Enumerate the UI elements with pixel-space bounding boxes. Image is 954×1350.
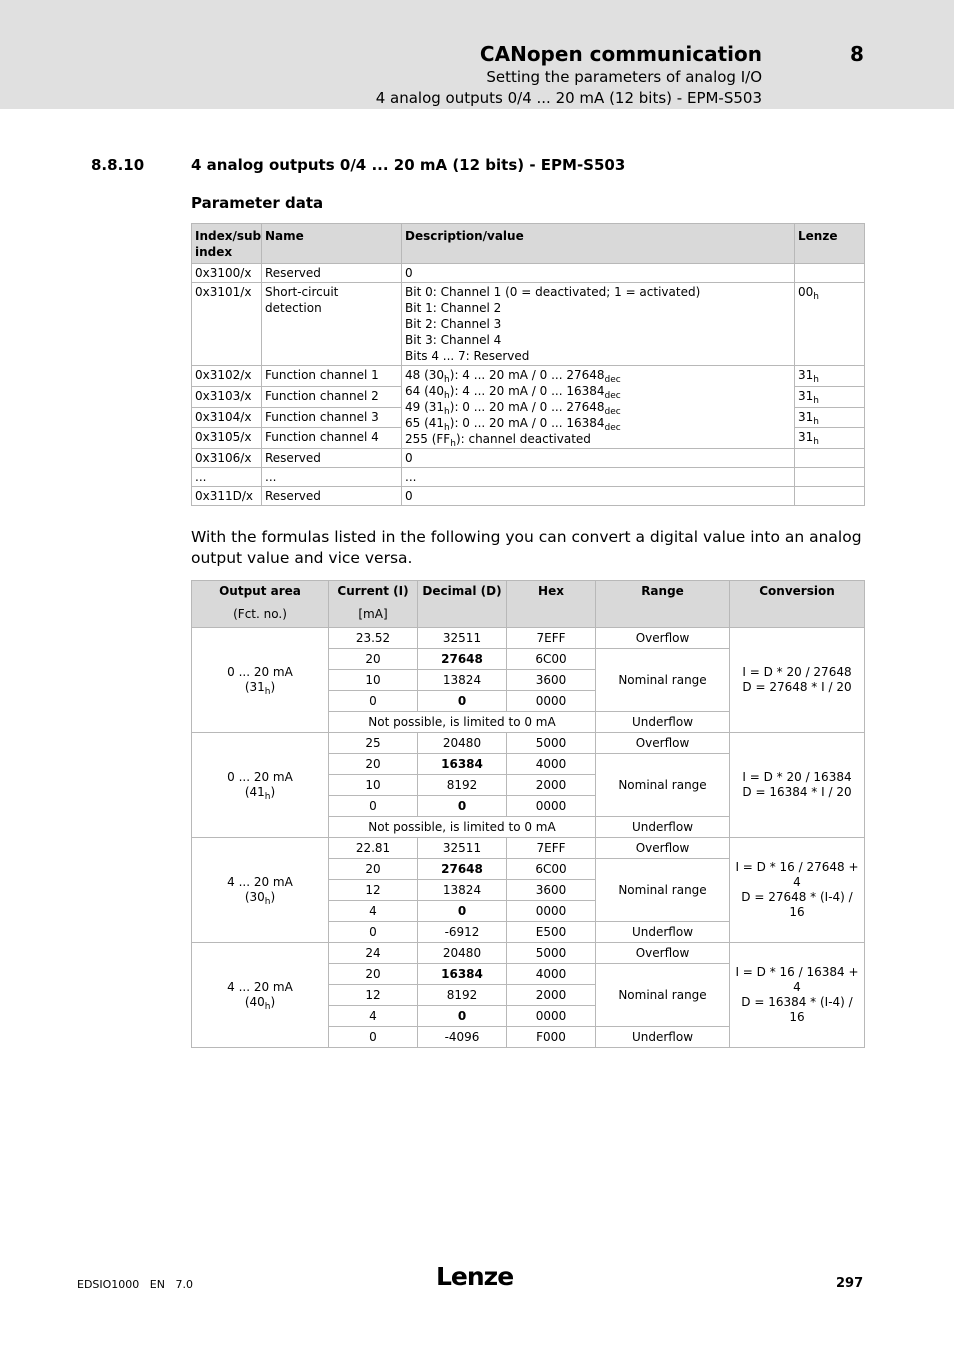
output-area-label: 0 ... 20 mA xyxy=(227,770,293,784)
output-area-cell xyxy=(192,838,329,943)
description-line: 65 $(41_h)$: 0 ... 20 mA / 0 ... $16384_{dec}$ xyxy=(405,416,621,433)
output-area-label: 4 ... 20 mA xyxy=(227,980,293,994)
hex-cell: 7EFF xyxy=(507,628,596,649)
table-row xyxy=(192,468,865,487)
hex-cell: 7EFF xyxy=(507,838,596,859)
index-cell: 0x3106/x xyxy=(192,449,262,468)
column-header: Name xyxy=(262,224,402,264)
decimal-cell: 27648 xyxy=(418,649,507,670)
table-row xyxy=(192,943,865,964)
column-header: Conversion xyxy=(730,581,865,628)
section-number: 8.8.10 xyxy=(91,156,145,174)
hex-cell: 0000 xyxy=(507,796,596,817)
range-cell: Overflow xyxy=(596,838,730,859)
chapter-number: 8 xyxy=(850,42,864,66)
index-cell: 0x3100/x xyxy=(192,264,262,283)
current-cell: 10 xyxy=(329,775,418,796)
name-cell: Reserved xyxy=(262,264,402,283)
table-row xyxy=(192,628,865,649)
current-cell: 20 xyxy=(329,649,418,670)
decimal-cell: 16384 xyxy=(418,964,507,985)
description-line: Bits 4 ... 7: Reserved xyxy=(405,349,530,363)
chapter-title: CANopen communication xyxy=(479,42,762,66)
hex-cell: 0000 xyxy=(507,901,596,922)
output-area-label: 0 ... 20 mA xyxy=(227,665,293,679)
conversion-cell xyxy=(730,943,865,1048)
name-cell: Short-circuit detection xyxy=(262,283,402,366)
description-cell: 0 xyxy=(402,264,795,283)
name-cell: Function channel 4 xyxy=(262,428,402,449)
output-area-label: 4 ... 20 mA xyxy=(227,875,293,889)
conversion-table xyxy=(191,580,865,1048)
current-cell: 4 xyxy=(329,1006,418,1027)
decimal-cell: 32511 xyxy=(418,628,507,649)
decimal-cell: -6912 xyxy=(418,922,507,943)
current-cell: 0 xyxy=(329,796,418,817)
conversion-cell xyxy=(730,628,865,733)
table-row xyxy=(192,733,865,754)
current-cell: 20 xyxy=(329,964,418,985)
lenze-cell xyxy=(795,487,865,506)
conversion-formula: I = D * 20 / 16384 xyxy=(742,770,852,784)
output-area-cell xyxy=(192,943,329,1048)
index-cell: 0x3104/x xyxy=(192,407,262,428)
description-line: Bit 3: Channel 4 xyxy=(405,333,502,347)
decimal-cell: 16384 xyxy=(418,754,507,775)
range-cell: Nominal range xyxy=(596,649,730,712)
lenze-cell xyxy=(795,264,865,283)
conversion-formula: D = 27648 * (I-4) / 16 xyxy=(741,890,853,919)
current-cell: 12 xyxy=(329,985,418,1006)
table-row xyxy=(192,283,865,366)
decimal-cell: 0 xyxy=(418,901,507,922)
lenze-cell: $31_h$ xyxy=(795,407,865,428)
current-cell: 22.81 xyxy=(329,838,418,859)
range-cell: Nominal range xyxy=(596,754,730,817)
description-line: 255 $(FF_h)$: channel deactivated xyxy=(405,432,591,449)
lenze-cell: $31_h$ xyxy=(795,428,865,449)
current-cell: 0 xyxy=(329,1027,418,1048)
range-cell: Overflow xyxy=(596,628,730,649)
conversion-formula: D = 16384 * (I-4) / 16 xyxy=(741,995,853,1024)
hex-cell: 0000 xyxy=(507,1006,596,1027)
lenze-cell: $31_h$ xyxy=(795,386,865,407)
description-cell xyxy=(402,283,795,366)
hex-cell: 6C00 xyxy=(507,649,596,670)
decimal-cell: 32511 xyxy=(418,838,507,859)
output-area-cell xyxy=(192,628,329,733)
section-title: 4 analog outputs 0/4 ... 20 mA (12 bits) - EPM-S503 xyxy=(191,156,626,174)
output-area-cell xyxy=(192,733,329,838)
range-cell: Overflow xyxy=(596,943,730,964)
index-cell: ... xyxy=(192,468,262,487)
column-header: Description/value xyxy=(402,224,795,264)
column-header: Index/sub index xyxy=(192,224,262,264)
column-header: Lenze xyxy=(795,224,865,264)
description-line: 49 $(31_h)$: 0 ... 20 mA / 0 ... $27648_{dec}$ xyxy=(405,400,621,417)
name-cell: Reserved xyxy=(262,487,402,506)
hex-cell: 0000 xyxy=(507,691,596,712)
range-cell: Underflow xyxy=(596,712,730,733)
hex-cell: 2000 xyxy=(507,985,596,1006)
index-cell: 0x3105/x xyxy=(192,428,262,449)
header-subtitle-2: 4 analog outputs 0/4 ... 20 mA (12 bits) - EPM-S503 xyxy=(375,89,762,107)
table-row xyxy=(192,487,865,506)
hex-cell: 6C00 xyxy=(507,859,596,880)
name-cell: ... xyxy=(262,468,402,487)
decimal-cell: 0 xyxy=(418,691,507,712)
function-number: $(41_h)$ xyxy=(244,785,276,802)
intro-paragraph: With the formulas listed in the following you can convert a digital value into an analog output value and vice versa. xyxy=(191,528,862,567)
current-cell: 20 xyxy=(329,754,418,775)
current-cell: 0 xyxy=(329,922,418,943)
hex-cell: E500 xyxy=(507,922,596,943)
range-cell: Underflow xyxy=(596,817,730,838)
decimal-cell: 0 xyxy=(418,1006,507,1027)
description-cell xyxy=(402,366,795,449)
lenze-logo: Lenze xyxy=(436,1262,514,1291)
decimal-cell: -4096 xyxy=(418,1027,507,1048)
current-cell: 12 xyxy=(329,880,418,901)
description-line: Bit 1: Channel 2 xyxy=(405,301,502,315)
range-cell: Underflow xyxy=(596,1027,730,1048)
name-cell: Function channel 1 xyxy=(262,366,402,387)
decimal-cell: 27648 xyxy=(418,859,507,880)
hex-cell: 2000 xyxy=(507,775,596,796)
name-cell: Function channel 3 xyxy=(262,407,402,428)
column-header: Decimal (D) xyxy=(418,581,507,628)
function-number: $(30_h)$ xyxy=(244,890,276,907)
hex-cell: 4000 xyxy=(507,754,596,775)
current-cell: 23.52 xyxy=(329,628,418,649)
range-cell: Nominal range xyxy=(596,964,730,1027)
current-cell: 4 xyxy=(329,901,418,922)
lenze-cell xyxy=(795,468,865,487)
range-cell: Overflow xyxy=(596,733,730,754)
decimal-cell: 8192 xyxy=(418,775,507,796)
current-cell: 24 xyxy=(329,943,418,964)
table-row xyxy=(192,449,865,468)
hex-cell: 3600 xyxy=(507,670,596,691)
conversion-cell xyxy=(730,838,865,943)
description-cell: 0 xyxy=(402,487,795,506)
decimal-cell: 13824 xyxy=(418,880,507,901)
conversion-formula: I = D * 20 / 27648 xyxy=(742,665,852,679)
current-cell: 20 xyxy=(329,859,418,880)
table-row xyxy=(192,366,865,387)
document-id: EDSIO1000 EN 7.0 xyxy=(77,1278,193,1291)
hex-cell: 5000 xyxy=(507,733,596,754)
parameter-heading: Parameter data xyxy=(191,194,324,212)
current-cell: 0 xyxy=(329,691,418,712)
conversion-formula: I = D * 16 / 27648 + 4 xyxy=(735,860,859,889)
function-number: $(40_h)$ xyxy=(244,995,276,1012)
description-line: Bit 0: Channel 1 (0 = deactivated; 1 = activated) xyxy=(405,285,701,299)
parameter-table xyxy=(191,223,865,506)
index-cell: 0x3102/x xyxy=(192,366,262,387)
decimal-cell: 20480 xyxy=(418,733,507,754)
page-number: 297 xyxy=(836,1276,864,1291)
page-header xyxy=(0,0,954,109)
decimal-cell: 0 xyxy=(418,796,507,817)
lenze-cell: $31_h$ xyxy=(795,366,865,387)
hex-cell: 5000 xyxy=(507,943,596,964)
decimal-cell: 20480 xyxy=(418,943,507,964)
table-row xyxy=(192,838,865,859)
underflow-note-cell: Not possible, is limited to 0 mA xyxy=(329,712,596,733)
table-header-row xyxy=(192,581,865,628)
hex-cell: 3600 xyxy=(507,880,596,901)
decimal-cell: 13824 xyxy=(418,670,507,691)
description-cell: ... xyxy=(402,468,795,487)
table-header-row xyxy=(192,224,865,264)
conversion-cell xyxy=(730,733,865,838)
description-line: 48 $(30_h)$: 4 ... 20 mA / 0 ... $27648_{dec}$ xyxy=(405,368,621,385)
lenze-cell: $00_h$ xyxy=(795,283,865,366)
table-row xyxy=(192,264,865,283)
column-header: Output area (Fct. no.) xyxy=(192,581,329,628)
index-cell: 0x3103/x xyxy=(192,386,262,407)
underflow-note-cell: Not possible, is limited to 0 mA xyxy=(329,817,596,838)
conversion-formula: D = 16384 * I / 20 xyxy=(742,785,852,799)
lenze-cell xyxy=(795,449,865,468)
description-cell: 0 xyxy=(402,449,795,468)
range-cell: Nominal range xyxy=(596,859,730,922)
range-cell: Underflow xyxy=(596,922,730,943)
description-line: Bit 2: Channel 3 xyxy=(405,317,502,331)
current-cell: 10 xyxy=(329,670,418,691)
index-cell: 0x3101/x xyxy=(192,283,262,366)
decimal-cell: 8192 xyxy=(418,985,507,1006)
function-number: $(31_h)$ xyxy=(244,680,276,697)
column-header: Hex xyxy=(507,581,596,628)
hex-cell: 4000 xyxy=(507,964,596,985)
conversion-formula: I = D * 16 / 16384 + 4 xyxy=(735,965,859,994)
conversion-formula: D = 27648 * I / 20 xyxy=(742,680,852,694)
column-header: Range xyxy=(596,581,730,628)
header-subtitle: Setting the parameters of analog I/O xyxy=(486,68,762,86)
column-header: Current (I) [mA] xyxy=(329,581,418,628)
description-line: 64 $(40_h)$: 4 ... 20 mA / 0 ... $16384_{dec}$ xyxy=(405,384,621,401)
current-cell: 25 xyxy=(329,733,418,754)
index-cell: 0x311D/x xyxy=(192,487,262,506)
name-cell: Function channel 2 xyxy=(262,386,402,407)
name-cell: Reserved xyxy=(262,449,402,468)
hex-cell: F000 xyxy=(507,1027,596,1048)
